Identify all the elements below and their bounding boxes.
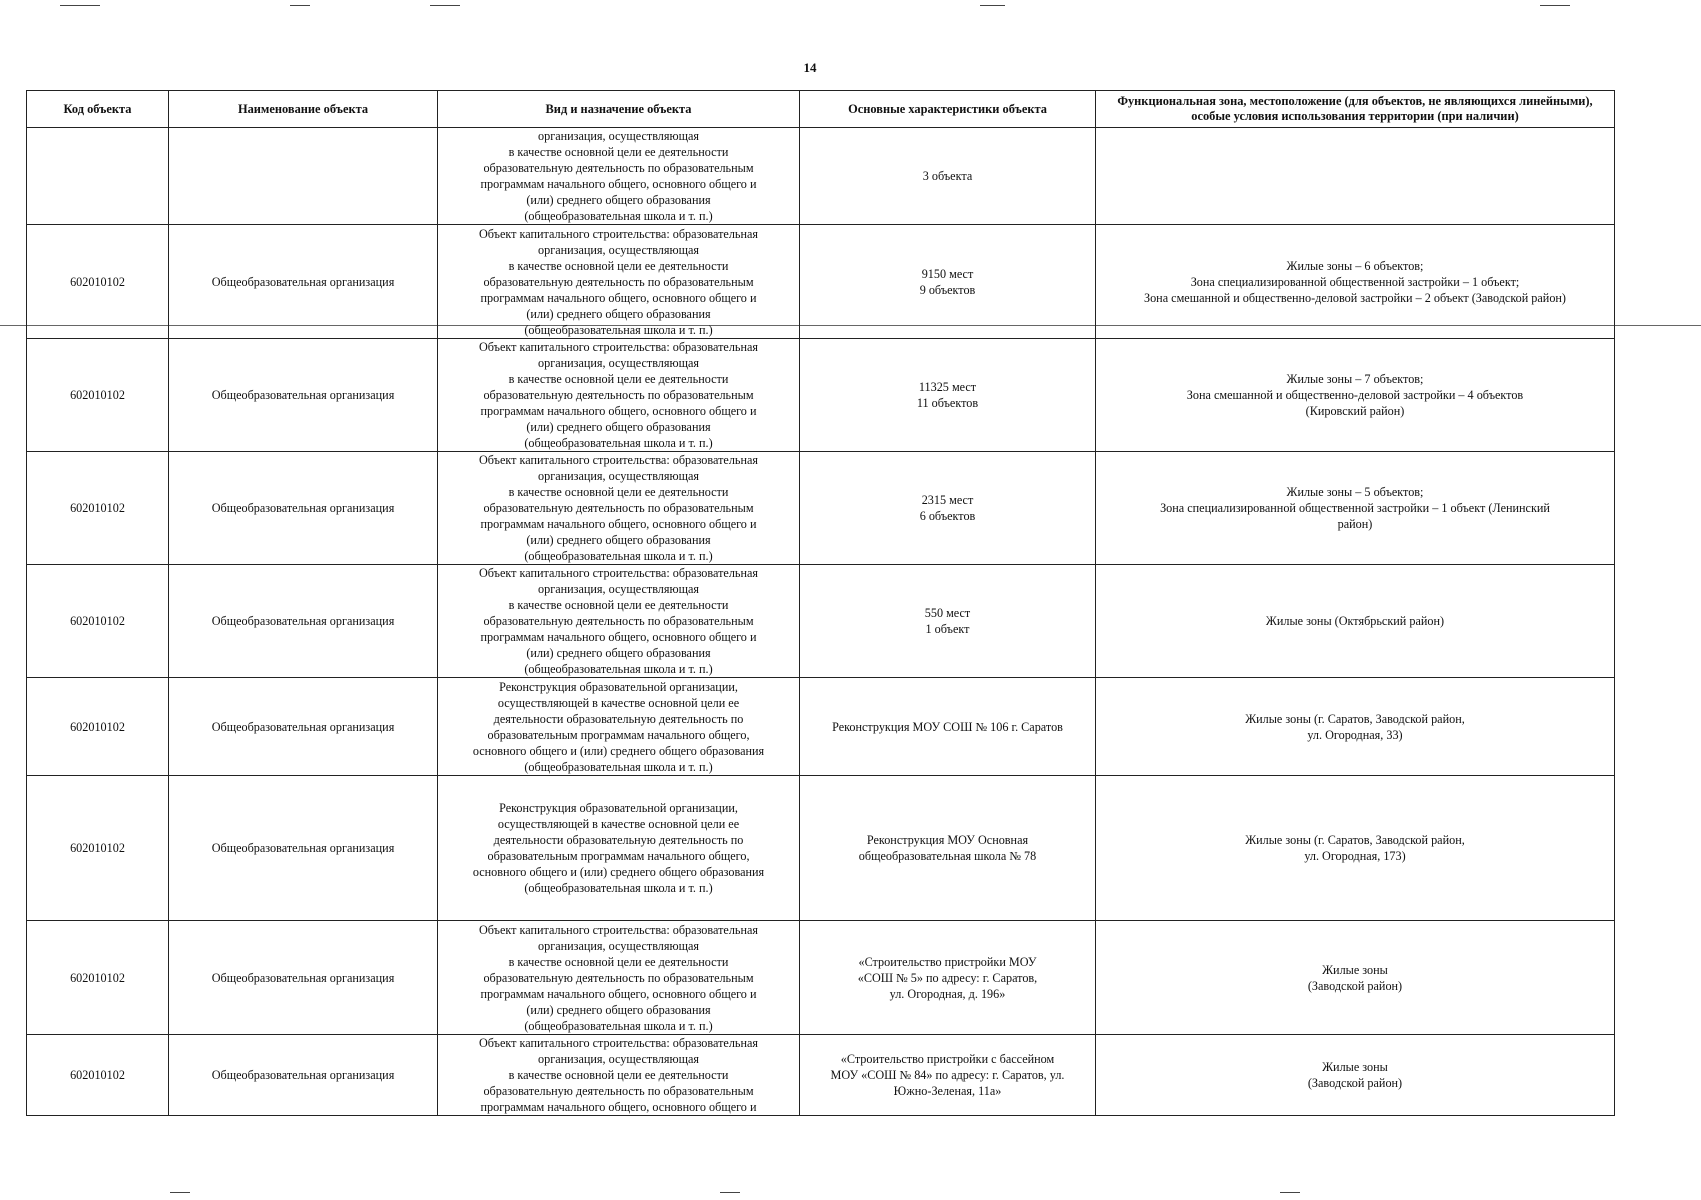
cell-characteristics: 2315 мест 6 объектов <box>800 452 1096 565</box>
cell-zone: Жилые зоны (г. Саратов, Заводской район, ул. Огородная, 33) <box>1096 678 1615 776</box>
table-header-row <box>27 91 1615 128</box>
cell-name: Общеобразовательная организация <box>169 452 438 565</box>
cell-zone: Жилые зоны (г. Саратов, Заводской район, ул. Огородная, 173) <box>1096 776 1615 921</box>
table-row <box>27 128 1615 225</box>
cell-name: Общеобразовательная организация <box>169 776 438 921</box>
scan-artifact <box>720 1192 740 1193</box>
table-row <box>27 776 1615 921</box>
cell-type: организация, осуществляющая в качестве основной цели ее деятельности образовательную деятельность по образовательным программам начального общего, основного общего и (или) среднего общего образования (общеобразовательная школа и т. п.) <box>438 128 800 225</box>
header-name: Наименование объекта <box>169 91 438 128</box>
cell-characteristics: Реконструкция МОУ СОШ № 106 г. Саратов <box>800 678 1096 776</box>
scan-artifact <box>60 5 100 6</box>
cell-characteristics: «Строительство пристройки с бассейном МОУ «СОШ № 84» по адресу: г. Саратов, ул. Южно-Зеленая, 11а» <box>800 1035 1096 1116</box>
cell-code: 602010102 <box>27 1035 169 1116</box>
header-zone: Функциональная зона, местоположение (для объектов, не являющихся линейными), особые условия использования территории (при наличии) <box>1096 91 1615 128</box>
cell-zone: Жилые зоны – 6 объектов; Зона специализированной общественной застройки – 1 объект; Зона смешанной и общественно-деловой застройки – 2 объект (Заводской район) <box>1096 225 1615 339</box>
cell-characteristics: 550 мест 1 объект <box>800 565 1096 678</box>
cell-name: Общеобразовательная организация <box>169 339 438 452</box>
cell-code: 602010102 <box>27 225 169 339</box>
cell-type: Объект капитального строительства: образовательная организация, осуществляющая в качестве основной цели ее деятельности образовательную деятельность по образовательным программам начального общего, основного общего и (или) среднего общего образования (общеобразовательная школа и т. п.) <box>438 452 800 565</box>
cell-type: Объект капитального строительства: образовательная организация, осуществляющая в качестве основной цели ее деятельности образовательную деятельность по образовательным программам начального общего, основного общего и <box>438 1035 800 1116</box>
scan-artifact <box>980 5 1005 6</box>
cell-code: 602010102 <box>27 921 169 1035</box>
table-row <box>27 1035 1615 1116</box>
cell-type: Объект капитального строительства: образовательная организация, осуществляющая в качестве основной цели ее деятельности образовательную деятельность по образовательным программам начального общего, основного общего и (или) среднего общего образования (общеобразовательная школа и т. п.) <box>438 339 800 452</box>
cell-type: Объект капитального строительства: образовательная организация, осуществляющая в качестве основной цели ее деятельности образовательную деятельность по образовательным программам начального общего, основного общего и (или) среднего общего образования (общеобразовательная школа и т. п.) <box>438 921 800 1035</box>
cell-type: Объект капитального строительства: образовательная организация, осуществляющая в качестве основной цели ее деятельности образовательную деятельность по образовательным программам начального общего, основного общего и (или) среднего общего образования (общеобразовательная школа и т. п.) <box>438 565 800 678</box>
cell-characteristics: 11325 мест 11 объектов <box>800 339 1096 452</box>
cell-name: Общеобразовательная организация <box>169 678 438 776</box>
table-row <box>27 565 1615 678</box>
table-row <box>27 921 1615 1035</box>
cell-type: Реконструкция образовательной организации, осуществляющей в качестве основной цели ее деятельности образовательную деятельность по образовательным программам начального общего, основного общего и (или) среднего общего образования (общеобразовательная школа и т. п.) <box>438 678 800 776</box>
scan-artifact <box>430 5 460 6</box>
cell-characteristics: «Строительство пристройки МОУ «СОШ № 5» по адресу: г. Саратов, ул. Огородная, д. 196» <box>800 921 1096 1035</box>
table-row <box>27 339 1615 452</box>
scan-artifact <box>290 5 310 6</box>
page-number: 14 <box>803 60 817 75</box>
cell-zone: Жилые зоны (Октябрьский район) <box>1096 565 1615 678</box>
cell-code: 602010102 <box>27 565 169 678</box>
cell-type: Реконструкция образовательной организации, осуществляющей в качестве основной цели ее деятельности образовательную деятельность по образовательным программам начального общего, основного общего и (или) среднего общего образования (общеобразовательная школа и т. п.) <box>438 776 800 921</box>
cell-characteristics: Реконструкция МОУ Основная общеобразовательная школа № 78 <box>800 776 1096 921</box>
cell-zone: Жилые зоны – 5 объектов; Зона специализированной общественной застройки – 1 объект (Ленинский район) <box>1096 452 1615 565</box>
cell-name <box>169 128 438 225</box>
cell-zone: Жилые зоны (Заводской район) <box>1096 921 1615 1035</box>
cell-name: Общеобразовательная организация <box>169 225 438 339</box>
scan-artifact <box>1540 5 1570 6</box>
table-row <box>27 225 1615 339</box>
scan-artifact <box>1280 1192 1300 1193</box>
cell-name: Общеобразовательная организация <box>169 565 438 678</box>
cell-code <box>27 128 169 225</box>
cell-code: 602010102 <box>27 339 169 452</box>
cell-characteristics: 3 объекта <box>800 128 1096 225</box>
cell-type: Объект капитального строительства: образовательная организация, осуществляющая в качестве основной цели ее деятельности образовательную деятельность по образовательным программам начального общего, основного общего и (или) среднего общего образования (общеобразовательная школа и т. п.) <box>438 225 800 339</box>
cell-code: 602010102 <box>27 452 169 565</box>
cell-code: 602010102 <box>27 776 169 921</box>
scan-artifact <box>170 1192 190 1193</box>
cell-zone: Жилые зоны – 7 объектов; Зона смешанной и общественно-деловой застройки – 4 объектов (Кировский район) <box>1096 339 1615 452</box>
header-code: Код объекта <box>27 91 169 128</box>
table-row <box>27 452 1615 565</box>
cell-characteristics: 9150 мест 9 объектов <box>800 225 1096 339</box>
cell-code: 602010102 <box>27 678 169 776</box>
cell-zone <box>1096 128 1615 225</box>
cell-zone: Жилые зоны (Заводской район) <box>1096 1035 1615 1116</box>
cell-name: Общеобразовательная организация <box>169 1035 438 1116</box>
header-type: Вид и назначение объекта <box>438 91 800 128</box>
objects-table <box>26 90 1615 1116</box>
table-row <box>27 678 1615 776</box>
cell-name: Общеобразовательная организация <box>169 921 438 1035</box>
header-characteristics: Основные характеристики объекта <box>800 91 1096 128</box>
